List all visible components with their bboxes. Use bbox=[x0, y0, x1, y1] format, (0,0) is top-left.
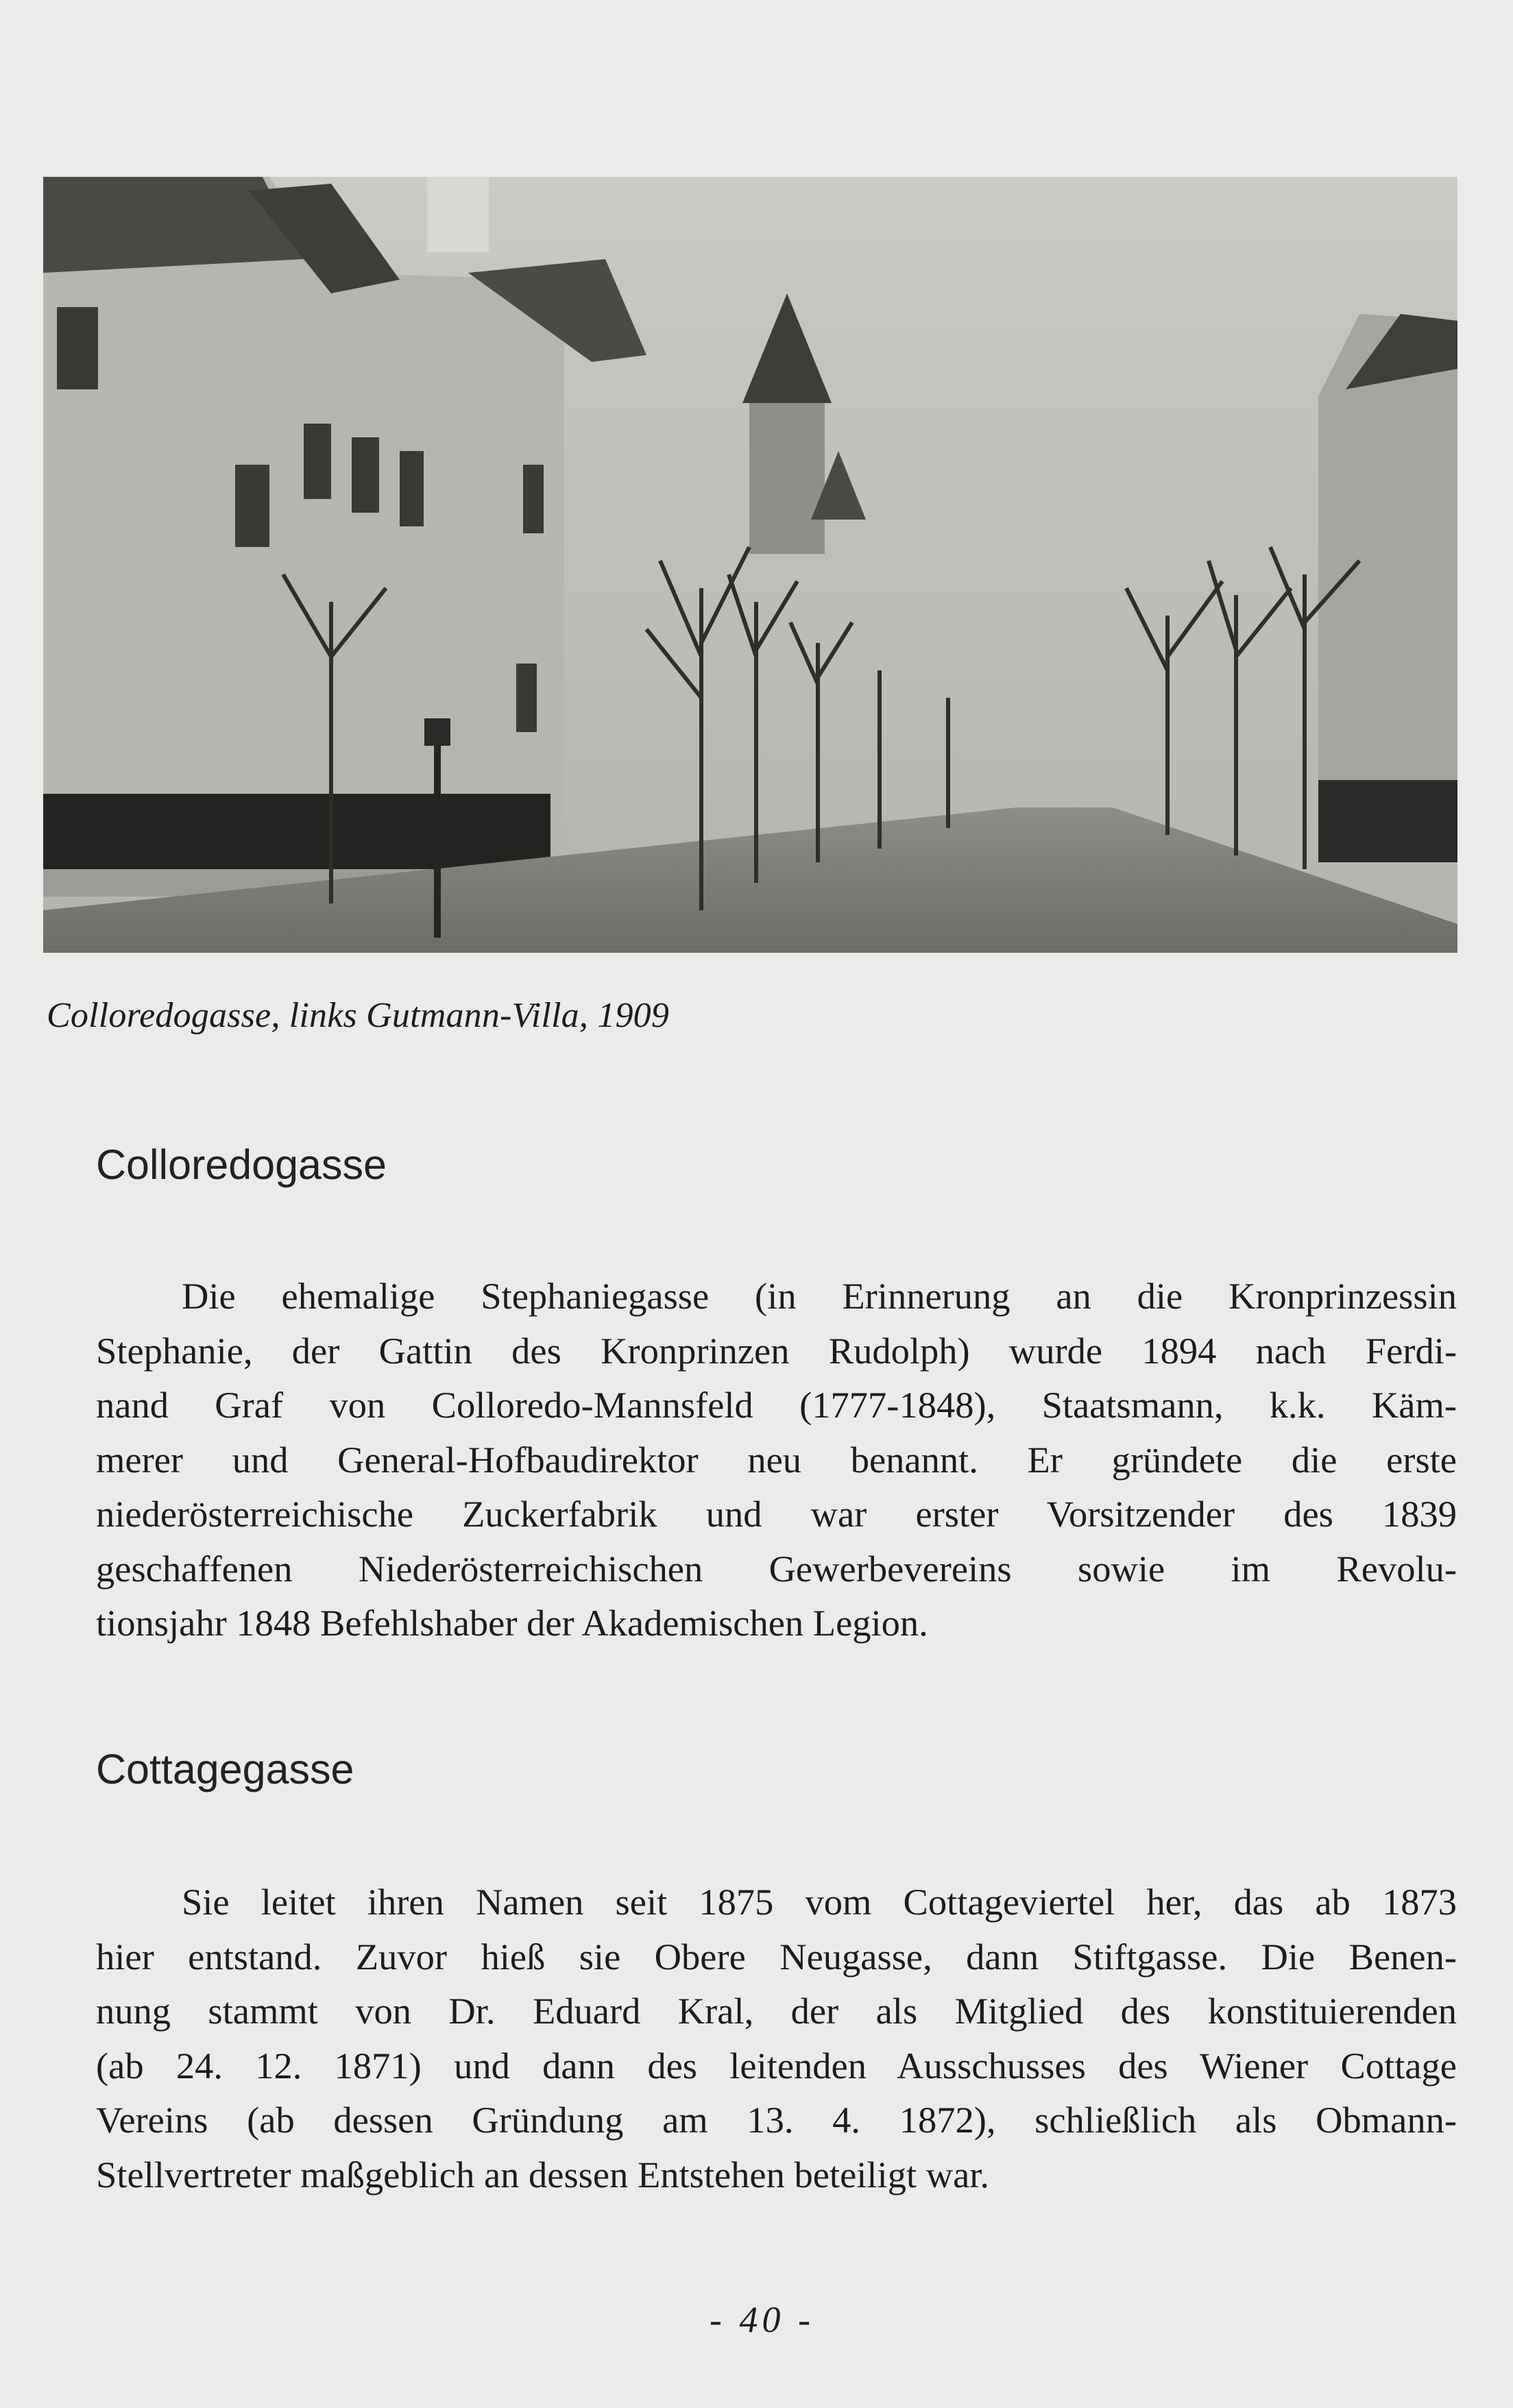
text-line: Stephanie, der Gattin des Kronprinzen Rudolph) wurde 1894 nach Ferdi- bbox=[96, 1329, 1457, 1372]
page-number: - 40 - bbox=[710, 2299, 814, 2340]
text-line: niederösterreichische Zuckerfabrik und war erster Vorsitzender des 1839 bbox=[96, 1493, 1457, 1535]
text-line: geschaffenen Niederösterreichischen Gewerbevereins sowie im Revolu- bbox=[96, 1547, 1457, 1590]
text-line: nand Graf von Colloredo-Mannsfeld (1777-1848), Staatsmann, k.k. Käm- bbox=[96, 1384, 1457, 1426]
text-line: hier entstand. Zuvor hieß sie Obere Neugasse, dann Stiftgasse. Die Benen- bbox=[96, 1935, 1457, 1978]
text-line: Sie leitet ihren Namen seit 1875 vom Cottageviertel her, das ab 1873 bbox=[182, 1881, 1457, 1923]
text-line: merer und General-Hofbaudirektor neu benannt. Er gründete die erste bbox=[96, 1438, 1457, 1481]
section-heading-cottagegasse: Cottagegasse bbox=[96, 1746, 354, 1792]
section-heading-colloredogasse: Colloredogasse bbox=[96, 1141, 387, 1188]
photo-caption: Colloredogasse, links Gutmann-Villa, 1909 bbox=[47, 996, 670, 1035]
text-line: Die ehemalige Stephaniegasse (in Erinnerung an die Kronprinzessin bbox=[182, 1275, 1457, 1317]
text-line: tionsjahr 1848 Befehlshaber der Akademischen Legion. bbox=[96, 1602, 928, 1644]
text-line: (ab 24. 12. 1871) und dann des leitenden Ausschusses des Wiener Cottage bbox=[96, 2044, 1457, 2087]
section-text-colloredogasse bbox=[96, 1269, 1457, 1651]
text-line: Vereins (ab dessen Gründung am 13. 4. 1872), schließlich als Obmann- bbox=[96, 2099, 1457, 2141]
text-line: Stellvertreter maßgeblich an dessen Entstehen beteiligt war. bbox=[96, 2153, 990, 2196]
section-text-cottagegasse bbox=[96, 1875, 1457, 2202]
historic-street-photo bbox=[43, 177, 1457, 953]
text-line: nung stammt von Dr. Eduard Kral, der als Mitglied des konstituierenden bbox=[96, 1990, 1457, 2032]
